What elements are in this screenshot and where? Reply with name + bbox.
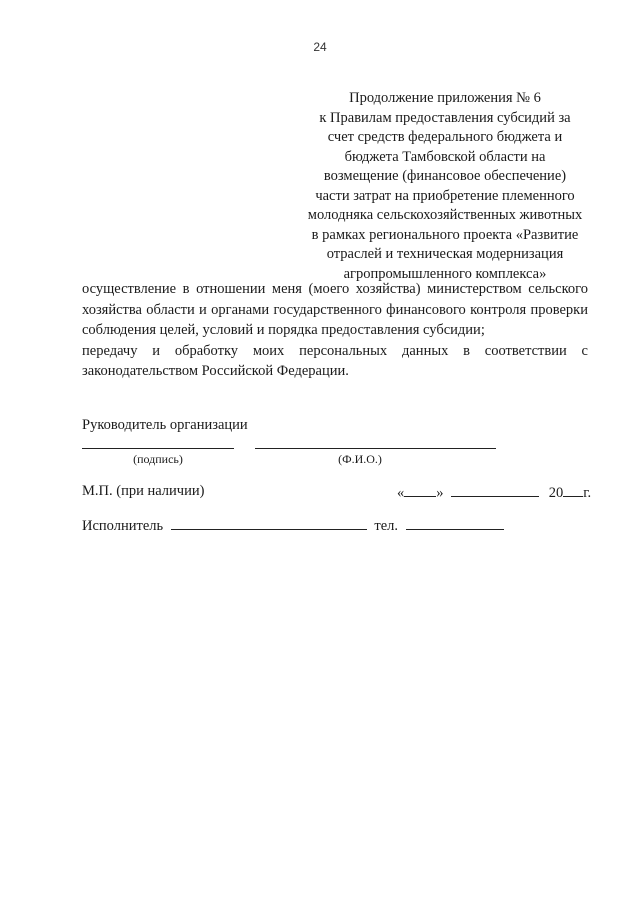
body-text (82, 279, 588, 382)
date-block (397, 483, 591, 502)
appendix-header-line: молодняка сельскохозяйственных животных (307, 207, 583, 223)
name-line[interactable] (255, 448, 496, 449)
appendix-header-line: Продолжение приложения № 6 (349, 90, 541, 106)
consent-paragraph-verification: осуществление в отношении меня (моего хозяйства) министерством сельского хозяйства области и органами государственного финансового контроля проверки соблюдения целей, условий и порядка предоставления субсидии; (82, 281, 588, 338)
appendix-header-line: к Правилам предоставления субсидий за (319, 109, 571, 126)
appendix-header-line: агропромышленного комплекса» (343, 265, 547, 282)
appendix-header-line: части затрат на приобретение племенного (315, 187, 575, 204)
date-close-quote: » (436, 485, 444, 501)
page-number: 24 (313, 40, 327, 54)
year-prefix: 20 (548, 485, 564, 501)
date-open-quote: « (397, 485, 405, 501)
consent-paragraph-personal-data: передачу и обработку моих персональных данных в соответствии с законодательством Российской Федерации. (82, 342, 588, 379)
executor-row (82, 516, 504, 535)
signature-caption: (подпись) (133, 452, 183, 466)
executor-field[interactable] (171, 516, 367, 530)
signature-title: Руководитель организации (82, 417, 248, 433)
appendix-header (290, 89, 600, 284)
executor-label: Исполнитель (82, 518, 164, 534)
year-suffix: г. (583, 485, 592, 501)
year-field[interactable] (563, 483, 583, 497)
appendix-header-line: бюджета Тамбовской области на (344, 148, 546, 165)
appendix-header-line: возмещение (финансовое обеспечение) (323, 168, 567, 184)
seal-label: М.П. (при наличии) (82, 483, 205, 499)
signature-line[interactable] (82, 448, 234, 449)
appendix-header-line: в рамках регионального проекта «Развитие (311, 226, 579, 243)
appendix-header-line: счет средств федерального бюджета и (327, 129, 563, 145)
appendix-header-line: отраслей и техническая модернизация (326, 246, 564, 262)
day-field[interactable] (404, 483, 436, 497)
month-field[interactable] (451, 483, 539, 497)
name-caption: (Ф.И.О.) (338, 452, 382, 466)
phone-label: тел. (374, 518, 398, 534)
phone-field[interactable] (406, 516, 504, 530)
